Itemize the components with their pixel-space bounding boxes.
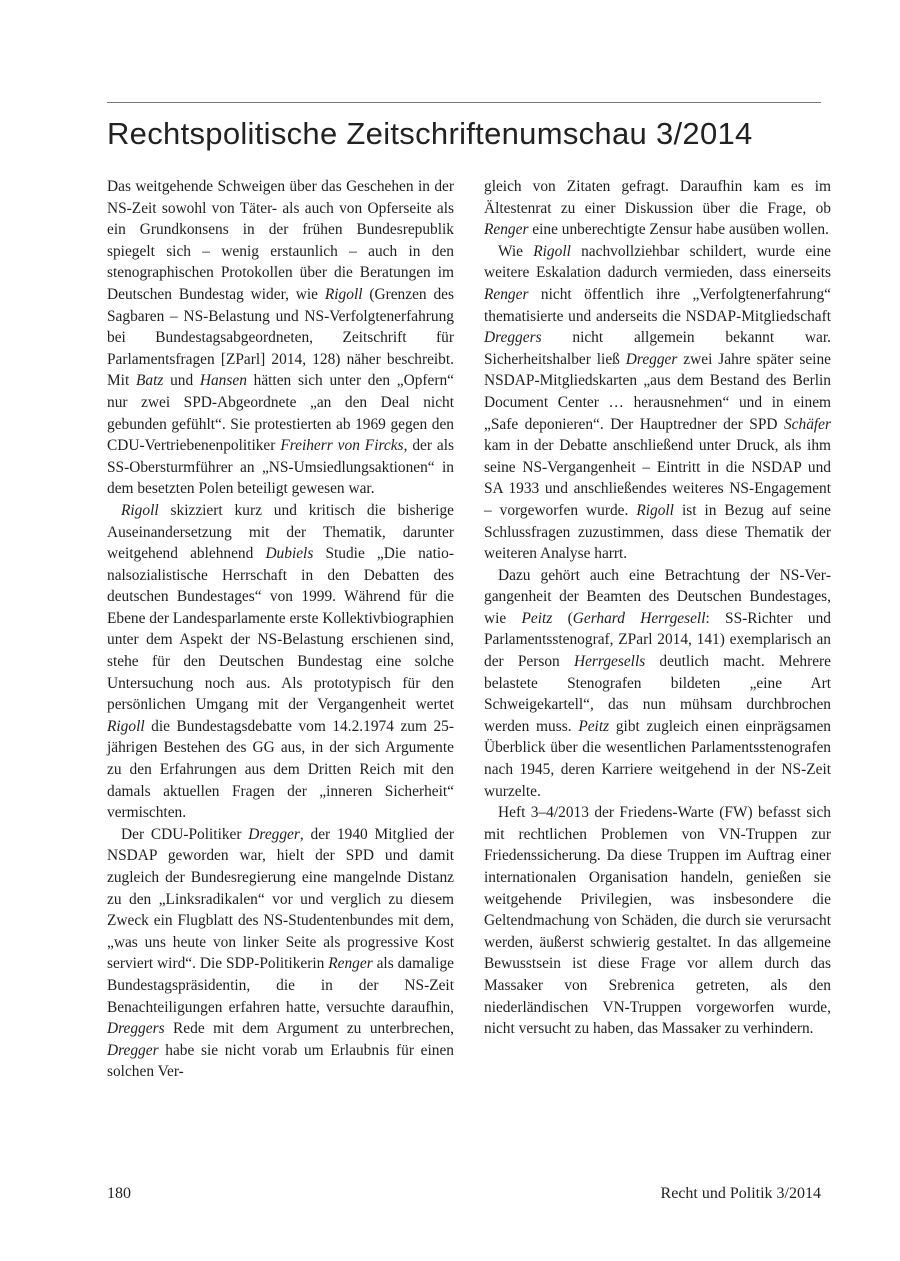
italic-name: Peitz: [578, 717, 610, 735]
text-run: , der 1940 Mitglied der NSDAP geworden war, hielt der SPD und damit zugleich der Bundesregierung eine mangelnde Distanz zu den „Linksradikalen“ vor und verglich zu diesem Zweck ein Flugblatt des NS-Studentenbundes mit dem, „was uns heute von linker Seite als progressive Kost serviert wird“. Die SDP-Politikerin: [107, 825, 454, 973]
italic-name: Hansen: [199, 372, 247, 390]
italic-name: Gerhard Herrgesell: [572, 609, 706, 627]
paragraph: [484, 802, 831, 1040]
italic-name: Dreggers: [484, 329, 542, 347]
text-run: nicht allgemein bekannt war. Sicherheitshalber ließ: [484, 329, 831, 368]
text-run: gibt zugleich einen einprägsamen Überblick über die wesentlichen Parlamentsstenografen nach 1945, deren Karriere weitgehend in der NS-Zeit wurzelte.: [484, 717, 832, 800]
text-run: : SS-Richter und Parlamentsstenograf, ZParl 2014, 141) exemplarisch an der Person: [484, 609, 831, 671]
text-run: und: [163, 372, 200, 390]
italic-name: Dregger: [107, 1041, 159, 1059]
text-run: Wie: [498, 242, 534, 260]
italic-name: Renger: [484, 221, 529, 239]
italic-name: Rigoll: [533, 242, 571, 260]
text-run: hätten sich unter den „Opfern“ nur zwei SPD-Abgeordnete „an den Deal nicht gebunden gefühlt“. Sie protestierten ab 1969 gegen den CDU-Vertriebenenpolitiker: [107, 372, 455, 455]
paragraph: [107, 500, 454, 824]
text-run: skizziert kurz und kritisch die bisherige Auseinandersetzung mit der Thematik, darunter weitgehend ablehnend: [107, 501, 454, 563]
italic-name: Freiherr von Fircks: [280, 437, 404, 455]
paragraph: [484, 176, 831, 241]
text-run: eine unberechtigte Zensur habe ausüben wollen.: [528, 221, 829, 239]
text-run: nachvollziehbar schildert, wurde eine weitere Eskalation dadurch vermieden, dass einerseits: [484, 242, 831, 282]
paragraph: [484, 565, 831, 803]
text-run: Dazu gehört auch eine Betrachtung der NS-Vergangenheit der Beamten des Deutschen Bundestages, wie: [484, 566, 831, 627]
text-run: ist in Bezug auf seine Schlussfragen zuzustimmen, dass diese Thematik der weiteren Analyse harrt.: [484, 501, 831, 563]
italic-name: Rigoll: [324, 285, 363, 303]
text-run: Studie „Die nationalsozialistische Herrschaft in den Debatten des deutschen Bundestages“ von 1999. Während für die Ebene der Landesparlamente erste Kollektivbiographien unter dem Aspekt der NS-Belastung erschienen sind, stehe für den Deutschen Bundestag eine solche Untersuchung noch aus. Als prototypisch für den persönlichen Umgang mit der Vergangenheit wertet: [107, 545, 455, 714]
italic-name: Dreggers: [107, 1020, 165, 1038]
text-run: kam in der Debatte anschließend unter Druck, als ihm seine NS-Vergangenheit – Eintritt in die NSDAP und SA 1933 und anschließendes weiteres NS-Engagement – vorgeworfen wurde.: [484, 437, 831, 519]
text-run: , der als SS-Obersturmführer an „NS-Umsiedlungsaktionen“ in dem besetzten Polen beteiligt gewesen war.: [107, 437, 454, 498]
paragraph: [484, 241, 831, 565]
text-run: deutlich macht. Mehrere belastete Stenografen bildeten „eine Art Schweigekartell“, das nun mühsam durchbrochen werden muss.: [484, 653, 831, 735]
page-number: 180: [107, 1185, 131, 1202]
text-run: gleich von Zitaten gefragt. Daraufhin kam es im Ältestenrat zu einer Diskussion über die Frage, ob: [484, 178, 831, 217]
italic-name: Dregger: [625, 350, 678, 368]
italic-name: Schäfer: [783, 415, 831, 433]
text-run: Rede mit dem Argument zu unterbrechen,: [164, 1020, 454, 1038]
paragraph: [107, 176, 454, 500]
paragraph: [107, 824, 454, 1083]
page-title: Rechtspolitische Zeitschriftenumschau 3/2014: [107, 116, 753, 151]
italic-name: Dregger: [248, 825, 300, 843]
italic-name: Renger: [328, 955, 373, 973]
text-run: Der CDU-Politiker: [121, 825, 249, 843]
header-rule: [107, 102, 821, 103]
italic-name: Renger: [484, 285, 529, 303]
italic-name: Herrgesells: [573, 653, 646, 671]
italic-name: Batz: [135, 372, 164, 390]
text-run: habe sie nicht vorab um Erlaubnis für einen solchen Ver-: [107, 1041, 454, 1081]
italic-name: Dubiels: [265, 545, 314, 563]
italic-name: Rigoll: [107, 717, 145, 735]
italic-name: Peitz: [521, 609, 553, 627]
left-text-column: [107, 176, 454, 1083]
italic-name: Rigoll: [121, 501, 159, 519]
italic-name: Rigoll: [636, 501, 674, 519]
text-run: als damalige Bundestagspräsidentin, die in der NS-Zeit Benachteiligungen erfahren hatte, versuchte daraufhin,: [107, 955, 455, 1016]
text-run: (: [552, 609, 573, 627]
text-run: Das weitgehende Schweigen über das Geschehen in der NS-Zeit sowohl von Täter- als auch von Opferseite als ein Grundkonsens in der frühen Bundesrepublik spiegelt sich – wenig erstaunlich – auch in den stenographischen Protokollen über die Beratungen im Deutschen Bundestag wider, wie: [107, 178, 454, 303]
journal-issue: Recht und Politik 3/2014: [660, 1185, 821, 1202]
text-run: zwei Jahre später seine NSDAP-Mitgliedskarten „aus dem Bestand des Berlin Document Center … herausnehmen“ und in einem „Safe deponieren“. Der Hauptredner der SPD: [484, 350, 831, 433]
right-text-column: [484, 176, 831, 1040]
text-run: (Grenzen des Sagbaren – NS-Belastung und NS-Verfolgtenerfahrung bei Bundestagsabgeordneten, Zeitschrift für Parlamentsfragen [ZParl] 2014, 128) näher beschreibt. Mit: [107, 285, 454, 390]
text-run: Heft 3–4/2013 der Friedens-Warte (FW) befasst sich mit rechtlichen Problemen von VN-Truppen zur Friedenssicherung. Da diese Truppen im Auftrag einer internationalen Organisation handeln, genießen sie weitgehende Privilegien, was insbesondere die Geltendmachung von Schäden, die durch sie verursacht werden, äußerst schwierig gestaltet. In das allgemeine Bewusstsein ist diese Frage vor allem durch das Massaker von Srebrenica getreten, als den niederländischen VN-Truppen vorgeworfen wurde, nicht versucht zu haben, das Massaker zu verhindern.: [484, 804, 831, 1038]
text-run: nicht öffentlich ihre „Verfolgtenerfahrung“ thematisierte und anderseits die NSDAP-Mitgliedschaft: [484, 285, 831, 325]
text-run: die Bundestagsdebatte vom 14.2.1974 zum 25-jährigen Bestehen des GG aus, in der sich Argumente zu den Erfahrungen aus dem Dritten Reich mit den damals aktuellen Fragen der „inneren Sicherheit“ vermischten.: [107, 717, 454, 822]
